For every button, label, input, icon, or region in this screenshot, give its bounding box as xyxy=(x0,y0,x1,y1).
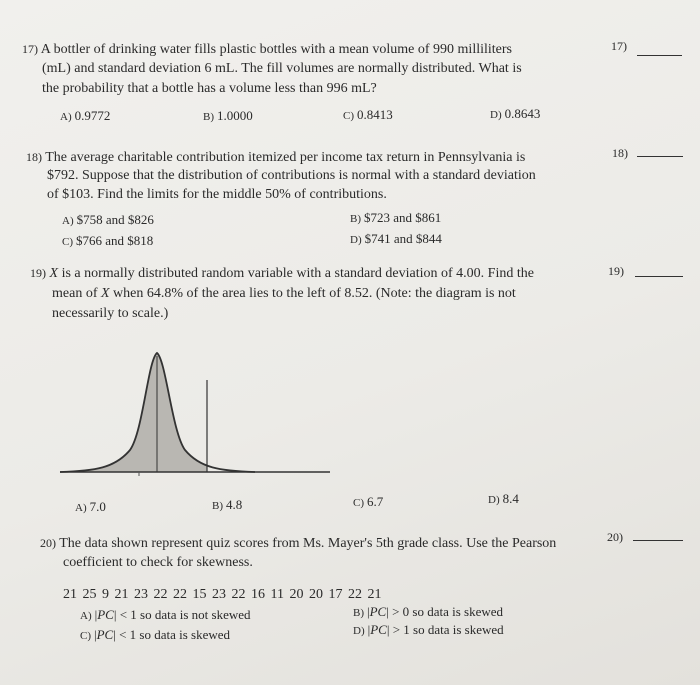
question-17-line-1 xyxy=(22,40,512,59)
question-19-line-2: mean of X when 64.8% of the area lies to the left of 8.52. (Note: the diagram is not xyxy=(52,286,516,301)
q18-option-c[interactable]: C) $766 and $818 xyxy=(62,233,154,248)
question-20-line-1 xyxy=(40,534,556,553)
q19-option-a[interactable]: A) 7.0 xyxy=(75,499,106,514)
question-18-text-3: of $103. Find the limits for the middle 50% of contributions. xyxy=(47,187,387,202)
q17-option-a[interactable]: A) 0.9772 xyxy=(60,108,111,123)
answer-blank-17[interactable] xyxy=(637,55,682,56)
q17-option-d[interactable]: D) 0.8643 xyxy=(490,106,541,121)
q17-option-b[interactable]: B) 1.0000 xyxy=(203,108,253,123)
question-19-text-1: is a normally distributed random variable with a standard deviation of 4.00. Find the xyxy=(58,266,534,281)
q19-option-b[interactable]: B) 4.8 xyxy=(212,497,243,512)
question-19-var-x: X xyxy=(49,266,59,281)
answer-label-20: 20) xyxy=(607,530,623,544)
question-17-text-3: the probability that a bottle has a volume less than 996 mL? xyxy=(42,81,377,96)
q19-option-c[interactable]: C) 6.7 xyxy=(353,494,384,509)
q18-option-b[interactable]: B) $723 and $861 xyxy=(350,210,442,225)
q18-option-d[interactable]: D) $741 and $844 xyxy=(350,231,442,246)
q20-option-c[interactable]: C) |PC| < 1 so data is skewed xyxy=(80,627,231,642)
q19-option-d[interactable]: D) 8.4 xyxy=(488,491,519,506)
normal-curve-diagram xyxy=(55,340,335,480)
q17-option-c[interactable]: C) 0.8413 xyxy=(343,107,393,122)
question-18-text-2: $792. Suppose that the distribution of contributions is normal with a standard deviation xyxy=(47,168,536,183)
question-19-text-3: necessarily to scale.) xyxy=(52,306,169,321)
question-17-text-1: A bottler of drinking water fills plastic bottles with a mean volume of 990 milliliters xyxy=(40,42,512,57)
answer-label-17: 17) xyxy=(611,39,627,53)
question-20-text-2: coefficient to check for skewness. xyxy=(63,555,253,570)
question-18-line-1 xyxy=(26,148,525,167)
answer-blank-18[interactable] xyxy=(637,156,683,157)
answer-label-19: 19) xyxy=(608,264,624,278)
answer-blank-20[interactable] xyxy=(633,540,683,541)
question-20-text-1: The data shown represent quiz scores from Ms. Mayer's 5th grade class. Use the Pearson xyxy=(59,536,557,551)
question-18-number: 18) xyxy=(26,150,42,164)
question-19-number: 19) xyxy=(30,266,46,280)
answer-label-18: 18) xyxy=(612,146,628,160)
q20-option-a[interactable]: A) |PC| < 1 so data is not skewed xyxy=(80,607,251,622)
q20-option-b[interactable]: B) |PC| > 0 so data is skewed xyxy=(353,604,504,619)
q18-option-a[interactable]: A) $758 and $826 xyxy=(62,212,154,227)
question-18-text-1: The average charitable contribution itemized per income tax return in Pennsylvania is xyxy=(45,150,526,165)
answer-blank-19[interactable] xyxy=(635,276,683,277)
question-20-number: 20) xyxy=(40,536,56,550)
quiz-scores-data: 21 25 9 21 23 22 22 15 23 22 16 11 20 20 17 22 21 xyxy=(63,587,382,602)
question-19-line-1 xyxy=(30,264,534,283)
q20-option-d[interactable]: D) |PC| > 1 so data is skewed xyxy=(353,622,504,637)
question-17-text-2: (mL) and standard deviation 6 mL. The fill volumes are normally distributed. What is xyxy=(42,61,522,76)
question-17-number: 17) xyxy=(22,42,38,56)
